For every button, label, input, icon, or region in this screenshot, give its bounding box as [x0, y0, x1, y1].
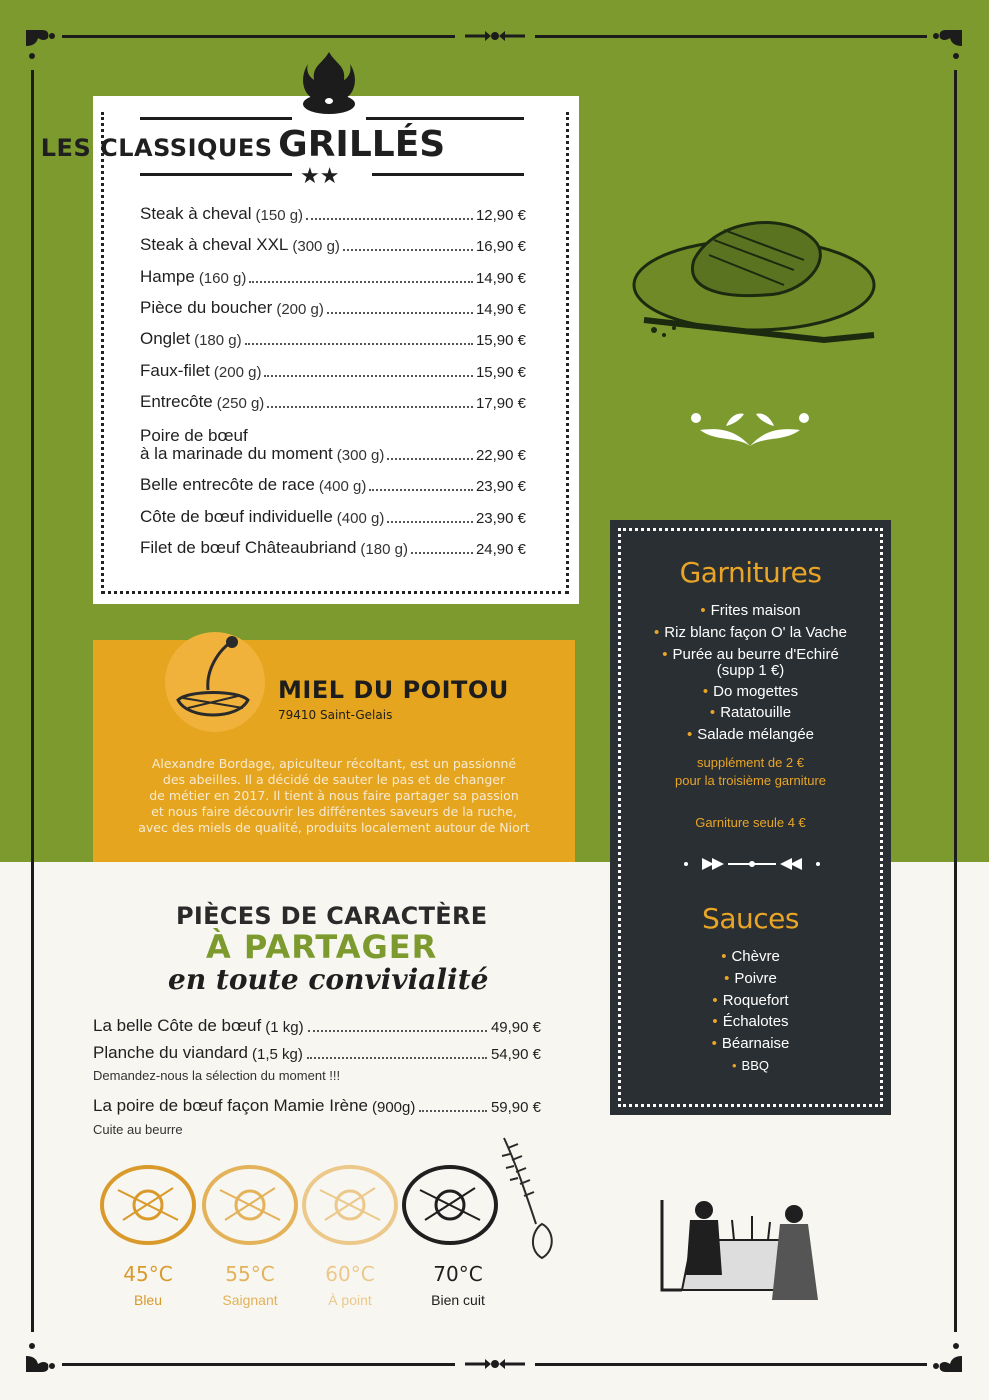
leaf-ornament-icon: [686, 406, 814, 450]
menu-item: Onglet (180 g) 15,90 €: [140, 329, 526, 349]
frame-ornament-icon: [455, 28, 535, 44]
corner-ornament-icon: [926, 26, 966, 66]
sharing-item: La poire de bœuf façon Mamie Irène (900g) 59,90 €: [93, 1096, 541, 1116]
frame-left: [31, 70, 34, 1332]
meat-medium-icon: [300, 1160, 400, 1250]
honey-title: MIEL DU POITOU: [278, 676, 509, 704]
menu-item: Filet de bœuf Châteaubriand (180 g) 24,90 €: [140, 538, 526, 558]
title-line: [140, 173, 292, 176]
garniture-item: • Do mogettes: [702, 683, 799, 700]
doneness-well-done: 70°C Bien cuit: [431, 1262, 485, 1308]
garniture-note: supplément de 2 €: [697, 755, 804, 770]
corner-ornament-icon: [22, 26, 62, 66]
sharing-title: PIÈCES DE CARACTÈRE: [176, 902, 488, 930]
sauce-item: • Béarnaise: [711, 1035, 790, 1052]
garniture-note: pour la troisième garniture: [674, 773, 827, 788]
menu-item: Belle entrecôte de race (400 g) 23,90 €: [140, 475, 526, 495]
honey-subtitle: 79410 Saint-Gelais: [278, 708, 393, 722]
garnitures-title: Garnitures: [679, 556, 822, 589]
garniture-item: • Ratatouille: [709, 704, 792, 721]
title-line: [140, 117, 292, 120]
dining-couple-illustration-icon: [652, 1180, 842, 1310]
doneness-medium: 60°C À point: [325, 1262, 375, 1308]
meat-medium-rare-icon: [200, 1160, 300, 1250]
menu-item: Steak à cheval XXL (300 g) 16,90 €: [140, 235, 526, 255]
rating-stars: ★★: [300, 164, 340, 189]
grill-title: LES CLASSIQUES GRILLÉS: [40, 124, 446, 165]
sauce-item: • Roquefort: [712, 992, 789, 1009]
meat-rare-icon: [98, 1160, 198, 1250]
garniture-item: • Salade mélangée: [686, 726, 815, 743]
menu-item: Côte de bœuf individuelle (400 g) 23,90 €: [140, 507, 526, 527]
sauce-item: • BBQ: [731, 1058, 770, 1073]
doneness-medium-rare: 55°C Saignant: [222, 1262, 278, 1308]
sauce-item: • Échalotes: [712, 1013, 789, 1030]
divider-ornament-icon: [682, 855, 822, 873]
garniture-note: Garniture seule 4 €: [695, 815, 806, 830]
garniture-item: • Frites maison: [700, 602, 801, 619]
menu-item: Pièce du boucher (200 g) 14,90 €: [140, 298, 526, 318]
sauce-item: • Poivre: [724, 970, 777, 987]
sharing-item: La belle Côte de bœuf (1 kg) 49,90 €: [93, 1016, 541, 1036]
frame-right: [954, 70, 957, 1332]
frame-ornament-icon: [455, 1356, 535, 1372]
flame-grill-icon: [298, 48, 360, 120]
doneness-rare: 45°C Bleu: [123, 1262, 173, 1308]
garniture-item: • Purée au beurre d'Echiré: [662, 646, 839, 663]
rosemary-garlic-icon: [496, 1134, 566, 1264]
menu-item: Faux-filet (200 g) 15,90 €: [140, 361, 526, 381]
sauces-title: Sauces: [702, 902, 799, 935]
sharing-tagline: en toute convivialité: [168, 963, 489, 996]
steak-illustration-icon: [624, 200, 894, 360]
menu-item: Steak à cheval (150 g) 12,90 €: [140, 204, 526, 224]
honey-description: Alexandre Bordage, apiculteur récoltant, est un passionné des abeilles. Il a décidé de sauter le pas et de changer de métier en 2017. Il tient à nous faire partager sa passion et nous faire découvrir les différentes saveurs de la ruche, avec des miels de qualité, produits localement autour de Niort: [138, 756, 530, 835]
garniture-item: • Riz blanc façon O' la Vache: [654, 624, 847, 641]
menu-item: Hampe (160 g) 14,90 €: [140, 267, 526, 287]
menu-item: Entrecôte (250 g) 17,90 €: [140, 392, 526, 412]
menu-item-line1: Poire de bœuf: [140, 426, 248, 445]
meat-well-done-icon: [400, 1160, 500, 1250]
sharing-title-highlight: À PARTAGER: [206, 928, 438, 966]
corner-ornament-icon: [926, 1336, 966, 1376]
title-line: [366, 117, 524, 120]
sharing-note: Demandez-nous la sélection du moment !!!: [93, 1068, 341, 1083]
corner-ornament-icon: [22, 1336, 62, 1376]
sauce-item: • Chèvre: [721, 948, 780, 965]
garniture-item-note: (supp 1 €): [716, 662, 785, 679]
menu-item: à la marinade du moment (300 g) 22,90 €: [140, 444, 526, 464]
sharing-note: Cuite au beurre: [93, 1122, 183, 1137]
sharing-item: Planche du viandard (1,5 kg) 54,90 €: [93, 1043, 541, 1063]
bird-nest-icon: [168, 630, 258, 730]
title-line: [372, 173, 524, 176]
